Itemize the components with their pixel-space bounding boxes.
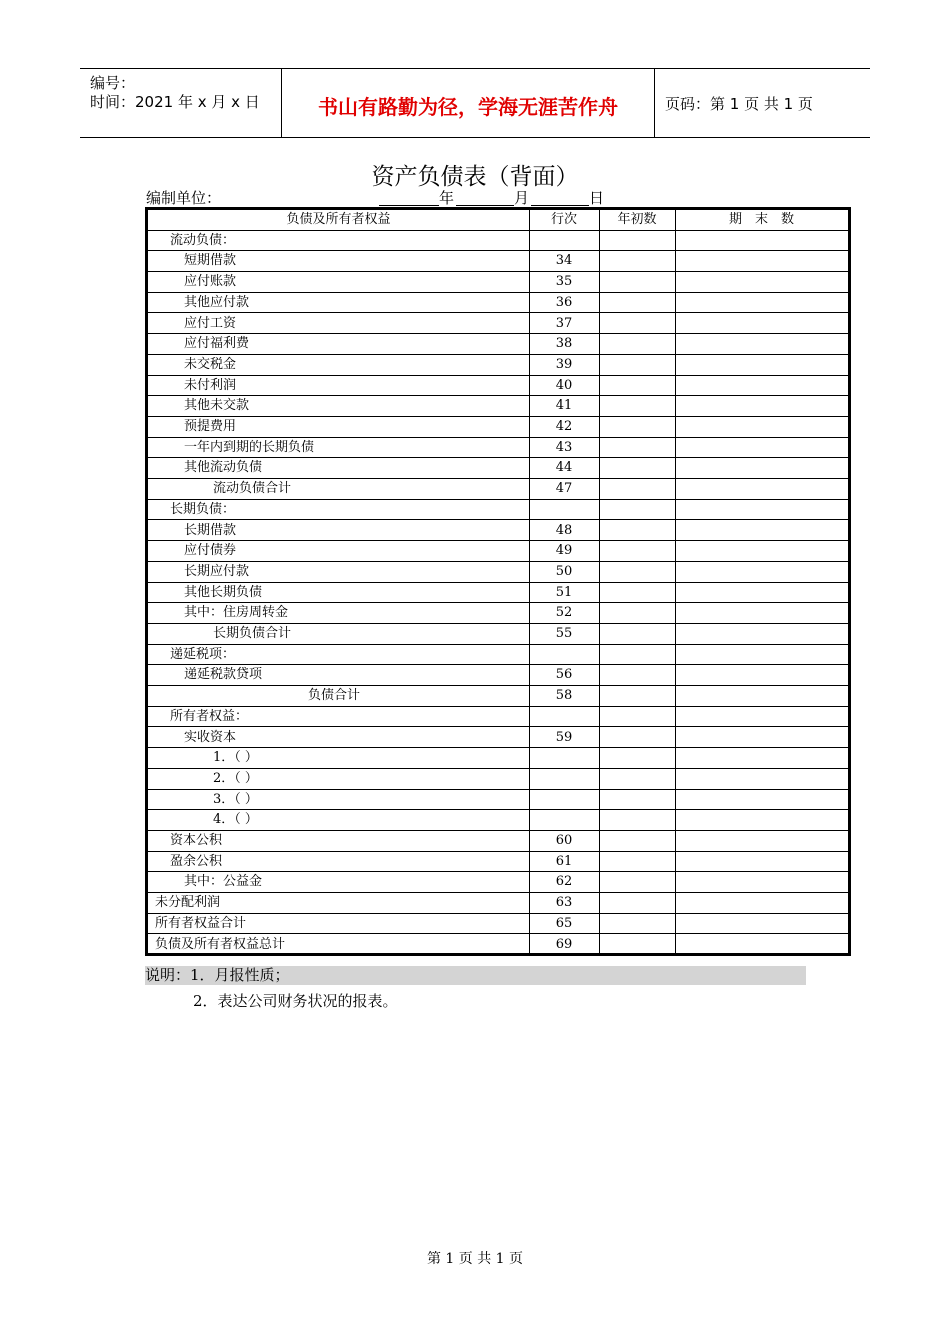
table-row bbox=[148, 334, 848, 355]
row-line-number: 49 bbox=[555, 543, 573, 559]
row-begin-value bbox=[599, 396, 675, 416]
row-item-name: 一年内到期的长期负债 bbox=[184, 439, 315, 455]
row-begin-value bbox=[599, 583, 675, 603]
row-item-name: 应付工资 bbox=[184, 315, 237, 331]
table-row bbox=[148, 251, 848, 272]
page-title: 资产负债表（背面） bbox=[371, 164, 579, 190]
row-line-number: 48 bbox=[555, 522, 573, 538]
year-blank bbox=[379, 205, 439, 206]
row-line-number: 55 bbox=[555, 626, 573, 641]
table-row bbox=[148, 603, 848, 624]
notes-line-2: 2．表达公司财务状况的报表。 bbox=[193, 992, 398, 1010]
row-line-number: 65 bbox=[555, 915, 573, 931]
document-header bbox=[80, 68, 870, 138]
row-end-value bbox=[675, 583, 848, 603]
row-line-number: 51 bbox=[555, 584, 573, 600]
row-begin-value bbox=[599, 293, 675, 313]
row-begin-value bbox=[599, 251, 675, 271]
row-item-name: 短期借款 bbox=[184, 253, 237, 269]
row-end-value bbox=[675, 541, 848, 561]
table-row bbox=[148, 417, 848, 438]
row-end-value bbox=[675, 355, 848, 375]
row-item-name: 所有者权益： bbox=[170, 708, 249, 724]
row-end-value bbox=[675, 872, 848, 892]
row-begin-value bbox=[599, 521, 675, 541]
motto-text: 书山有路勤为径，学海无涯苦作舟 bbox=[318, 95, 618, 119]
row-end-value bbox=[675, 603, 848, 623]
row-begin-value bbox=[599, 769, 675, 789]
table-row bbox=[148, 686, 848, 707]
row-end-value bbox=[675, 334, 848, 354]
row-item-name: 负债合计 bbox=[308, 688, 361, 704]
row-line-number bbox=[529, 500, 599, 520]
number-label: 编号： bbox=[90, 74, 136, 92]
header-item: 负债及所有者权益 bbox=[286, 212, 391, 227]
row-line-number: 36 bbox=[555, 294, 573, 310]
row-begin-value bbox=[599, 665, 675, 685]
unit-row bbox=[146, 187, 852, 207]
row-begin-value bbox=[599, 479, 675, 499]
row-item-name: 2．（ ） bbox=[213, 770, 258, 786]
table-row bbox=[148, 583, 848, 604]
row-begin-value bbox=[599, 686, 675, 706]
header-begin: 年初数 bbox=[617, 212, 657, 227]
row-item-name: 应付账款 bbox=[184, 274, 237, 290]
row-end-value bbox=[675, 893, 848, 913]
row-line-number: 38 bbox=[555, 336, 573, 352]
row-end-value bbox=[675, 769, 848, 789]
row-end-value bbox=[675, 686, 848, 706]
row-item-name: 未分配利润 bbox=[155, 895, 221, 911]
row-line-number: 41 bbox=[555, 398, 573, 414]
table-row bbox=[148, 396, 848, 417]
row-line-number bbox=[529, 769, 599, 789]
row-end-value bbox=[675, 417, 848, 437]
row-line-number bbox=[529, 707, 599, 727]
table-row bbox=[148, 500, 848, 521]
page-footer: 第 1 页 共 1 页 bbox=[426, 1251, 524, 1267]
row-item-name: 应付福利费 bbox=[184, 336, 250, 352]
row-begin-value bbox=[599, 314, 675, 334]
table-row bbox=[148, 748, 848, 769]
row-item-name: 递延税款贷项 bbox=[184, 667, 263, 683]
row-item-name: 递延税项： bbox=[170, 646, 236, 662]
row-line-number bbox=[529, 748, 599, 768]
row-begin-value bbox=[599, 376, 675, 396]
table-row bbox=[148, 376, 848, 397]
row-end-value bbox=[675, 438, 848, 458]
row-item-name: 其他流动负债 bbox=[184, 460, 263, 476]
row-begin-value bbox=[599, 831, 675, 851]
month-label: 月 bbox=[514, 189, 530, 207]
row-end-value bbox=[675, 748, 848, 768]
row-end-value bbox=[675, 500, 848, 520]
header-line-no: 行次 bbox=[550, 212, 577, 227]
table-row bbox=[148, 645, 848, 666]
row-line-number: 43 bbox=[555, 439, 573, 455]
row-end-value bbox=[675, 376, 848, 396]
row-line-number: 35 bbox=[555, 274, 573, 290]
table-row bbox=[148, 872, 848, 893]
header-end: 期 末 数 bbox=[728, 212, 794, 227]
row-line-number: 37 bbox=[555, 315, 573, 331]
table-row bbox=[148, 562, 848, 583]
table-row bbox=[148, 355, 848, 376]
row-end-value bbox=[675, 293, 848, 313]
row-line-number: 34 bbox=[555, 253, 573, 269]
row-item-name: 流动负债合计 bbox=[213, 481, 292, 497]
row-begin-value bbox=[599, 935, 675, 956]
row-begin-value bbox=[599, 748, 675, 768]
row-line-number: 69 bbox=[555, 936, 573, 952]
time-label: 时间：2021 年 x 月 x 日 bbox=[90, 93, 260, 111]
table-row bbox=[148, 479, 848, 500]
row-line-number: 62 bbox=[555, 874, 573, 890]
row-item-name: 未付利润 bbox=[184, 377, 237, 393]
row-line-number: 56 bbox=[555, 667, 573, 683]
row-end-value bbox=[675, 458, 848, 478]
table-row bbox=[148, 458, 848, 479]
table-row bbox=[148, 769, 848, 790]
table-row bbox=[148, 521, 848, 542]
row-line-number: 58 bbox=[555, 688, 573, 704]
row-item-name: 所有者权益合计 bbox=[155, 915, 247, 931]
row-end-value bbox=[675, 935, 848, 956]
row-begin-value bbox=[599, 231, 675, 251]
table-row bbox=[148, 314, 848, 335]
row-begin-value bbox=[599, 541, 675, 561]
row-end-value bbox=[675, 914, 848, 934]
row-end-value bbox=[675, 665, 848, 685]
row-item-name: 1．（ ） bbox=[213, 750, 258, 766]
row-begin-value bbox=[599, 810, 675, 830]
year-label: 年 bbox=[439, 189, 455, 207]
row-begin-value bbox=[599, 272, 675, 292]
row-begin-value bbox=[599, 562, 675, 582]
day-label: 日 bbox=[589, 189, 605, 207]
row-end-value bbox=[675, 707, 848, 727]
row-begin-value bbox=[599, 500, 675, 520]
row-end-value bbox=[675, 479, 848, 499]
row-item-name: 流动负债： bbox=[170, 232, 236, 248]
table-row bbox=[148, 852, 848, 873]
row-end-value bbox=[675, 521, 848, 541]
row-item-name: 长期应付款 bbox=[184, 563, 250, 579]
row-begin-value bbox=[599, 438, 675, 458]
table-header-row bbox=[148, 210, 848, 231]
row-item-name: 其他未交款 bbox=[184, 398, 250, 414]
table-row bbox=[148, 935, 848, 956]
header-page-cell bbox=[655, 69, 870, 137]
row-begin-value bbox=[599, 707, 675, 727]
row-end-value bbox=[675, 810, 848, 830]
table-row bbox=[148, 707, 848, 728]
month-blank bbox=[456, 205, 514, 206]
row-item-name: 盈余公积 bbox=[170, 853, 223, 869]
row-end-value bbox=[675, 728, 848, 748]
row-item-name: 3．（ ） bbox=[213, 791, 258, 807]
row-begin-value bbox=[599, 790, 675, 810]
table-row bbox=[148, 293, 848, 314]
row-item-name: 其中：住房周转金 bbox=[184, 605, 289, 621]
row-end-value bbox=[675, 272, 848, 292]
row-item-name: 应付债券 bbox=[184, 543, 237, 559]
unit-label: 编制单位： bbox=[146, 189, 222, 207]
row-begin-value bbox=[599, 624, 675, 644]
table-row bbox=[148, 541, 848, 562]
table-row bbox=[148, 810, 848, 831]
row-item-name: 未交税金 bbox=[184, 356, 237, 372]
row-line-number: 63 bbox=[555, 895, 573, 911]
row-line-number: 47 bbox=[555, 481, 573, 497]
table-row bbox=[148, 231, 848, 252]
row-line-number: 60 bbox=[555, 833, 573, 848]
row-begin-value bbox=[599, 893, 675, 913]
row-line-number: 42 bbox=[555, 419, 573, 434]
row-line-number: 52 bbox=[555, 605, 573, 621]
row-end-value bbox=[675, 231, 848, 251]
row-begin-value bbox=[599, 355, 675, 375]
row-begin-value bbox=[599, 728, 675, 748]
row-end-value bbox=[675, 251, 848, 271]
row-item-name: 4．（ ） bbox=[213, 812, 258, 828]
row-begin-value bbox=[599, 645, 675, 665]
table-row bbox=[148, 728, 848, 749]
row-item-name: 长期负债： bbox=[170, 501, 236, 517]
row-line-number bbox=[529, 645, 599, 665]
header-motto-cell bbox=[282, 69, 655, 137]
row-begin-value bbox=[599, 914, 675, 934]
row-end-value bbox=[675, 396, 848, 416]
row-begin-value bbox=[599, 458, 675, 478]
table-row bbox=[148, 914, 848, 935]
page-info: 页码：第 1 页 共 1 页 bbox=[665, 95, 813, 113]
row-end-value bbox=[675, 645, 848, 665]
row-end-value bbox=[675, 314, 848, 334]
row-line-number: 39 bbox=[555, 356, 573, 372]
table-row bbox=[148, 790, 848, 811]
row-line-number bbox=[529, 231, 599, 251]
row-begin-value bbox=[599, 603, 675, 623]
table-row bbox=[148, 831, 848, 852]
row-item-name: 资本公积 bbox=[170, 833, 223, 848]
notes-line-1: 说明：1．月报性质； bbox=[145, 966, 806, 985]
row-item-name: 实收资本 bbox=[184, 729, 237, 745]
table-row bbox=[148, 665, 848, 686]
row-item-name: 长期借款 bbox=[184, 522, 237, 538]
row-item-name: 负债及所有者权益总计 bbox=[155, 936, 286, 952]
row-begin-value bbox=[599, 417, 675, 437]
balance-sheet-table bbox=[145, 207, 851, 956]
table-row bbox=[148, 438, 848, 459]
table-row bbox=[148, 893, 848, 914]
row-item-name: 长期负债合计 bbox=[213, 626, 292, 641]
row-end-value bbox=[675, 624, 848, 644]
row-line-number bbox=[529, 810, 599, 830]
row-line-number: 61 bbox=[555, 853, 573, 869]
row-line-number: 59 bbox=[555, 729, 573, 745]
row-line-number: 50 bbox=[555, 563, 573, 579]
row-line-number: 44 bbox=[555, 460, 573, 476]
header-meta-cell bbox=[80, 69, 282, 137]
row-end-value bbox=[675, 852, 848, 872]
row-begin-value bbox=[599, 334, 675, 354]
row-end-value bbox=[675, 790, 848, 810]
row-begin-value bbox=[599, 852, 675, 872]
row-item-name: 预提费用 bbox=[184, 419, 237, 434]
row-end-value bbox=[675, 831, 848, 851]
table-row bbox=[148, 624, 848, 645]
table-row bbox=[148, 272, 848, 293]
row-line-number: 40 bbox=[555, 377, 573, 393]
row-begin-value bbox=[599, 872, 675, 892]
row-end-value bbox=[675, 562, 848, 582]
row-item-name: 其中：公益金 bbox=[184, 874, 263, 890]
row-item-name: 其他应付款 bbox=[184, 294, 250, 310]
day-blank bbox=[531, 205, 589, 206]
row-item-name: 其他长期负债 bbox=[184, 584, 263, 600]
row-line-number bbox=[529, 790, 599, 810]
